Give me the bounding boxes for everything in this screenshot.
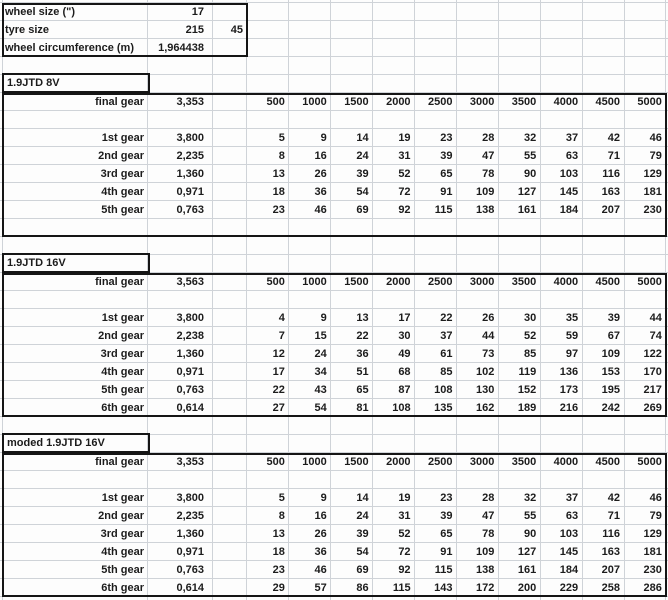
cell-rpm-header[interactable]: 5000 [637, 456, 662, 468]
cell-gear-ratio[interactable]: 0,614 [176, 582, 204, 594]
cell-speed-value[interactable]: 32 [523, 132, 537, 144]
cell-speed-value[interactable]: 138 [475, 204, 495, 216]
cell-speed-value[interactable]: 5 [278, 492, 285, 504]
cell-rpm-header[interactable]: 4500 [595, 96, 621, 108]
cell-rpm-header[interactable]: 1500 [344, 276, 369, 288]
cell-rpm-header[interactable]: 1500 [344, 456, 369, 468]
cell-speed-value[interactable]: 12 [272, 348, 285, 360]
cell-empty[interactable] [213, 165, 247, 183]
cell-speed-value[interactable]: 39 [356, 528, 369, 540]
cell-param-extra[interactable] [213, 3, 247, 21]
cell-param-value[interactable]: 1,964438 [158, 42, 204, 54]
cell-final-gear-value[interactable]: 3,353 [176, 456, 204, 468]
table-row [4, 399, 666, 417]
cell-speed-value[interactable]: 119 [518, 366, 537, 378]
cell-speed-value[interactable]: 44 [649, 312, 662, 324]
cell-empty[interactable] [213, 183, 247, 201]
cell-speed-value[interactable]: 161 [517, 204, 537, 216]
cell-speed-value[interactable]: 90 [523, 528, 537, 540]
cell-speed-value[interactable]: 115 [434, 204, 453, 216]
cell-rpm-header[interactable]: 3000 [469, 276, 495, 288]
cell-speed-value[interactable]: 46 [649, 132, 662, 144]
cell-speed-value[interactable]: 39 [607, 312, 621, 324]
cell-gear-label[interactable]: 6th gear [101, 402, 144, 414]
cell-speed-value[interactable]: 108 [392, 402, 411, 414]
cell-rpm-header[interactable]: 4000 [553, 276, 579, 288]
cell-speed-value[interactable]: 216 [559, 402, 579, 414]
cell-empty[interactable] [213, 273, 247, 291]
cell-speed-value[interactable]: 9 [320, 492, 327, 504]
cell-speed-value[interactable]: 47 [482, 510, 495, 522]
cell-speed-value[interactable]: 46 [314, 204, 327, 216]
cell-final-gear-value[interactable]: 3,353 [176, 96, 204, 108]
cell-speed-value[interactable]: 19 [398, 492, 411, 504]
cell-speed-value[interactable]: 22 [272, 384, 285, 396]
cell-rpm-header[interactable]: 3000 [469, 96, 495, 108]
cell-speed-value[interactable]: 109 [601, 348, 621, 360]
cell-speed-value[interactable]: 24 [356, 510, 369, 522]
cell-speed-value[interactable]: 129 [643, 528, 662, 540]
table-row [4, 147, 666, 165]
cell-speed-value[interactable]: 31 [398, 510, 411, 522]
cell-speed-value[interactable]: 71 [607, 510, 621, 522]
cell-speed-value[interactable]: 181 [643, 186, 662, 198]
cell-speed-value[interactable]: 24 [314, 348, 327, 360]
table-row [4, 3, 666, 21]
cell-speed-value[interactable]: 32 [523, 492, 537, 504]
cell-rpm-header[interactable]: 1000 [302, 456, 327, 468]
cell-speed-value[interactable]: 17 [272, 366, 285, 378]
cell-gear-ratio[interactable]: 3,800 [176, 312, 204, 324]
cell-speed-value[interactable]: 85 [523, 348, 537, 360]
cell-speed-value[interactable]: 79 [649, 510, 662, 522]
cell-speed-value[interactable]: 143 [434, 582, 453, 594]
table-row [4, 381, 666, 399]
table-row [4, 561, 666, 579]
cell-speed-value[interactable]: 145 [559, 186, 579, 198]
cell-speed-value[interactable]: 44 [482, 330, 495, 342]
cell-rpm-header[interactable]: 4000 [553, 456, 579, 468]
cell-speed-value[interactable]: 57 [314, 582, 327, 594]
cell-speed-value[interactable]: 31 [398, 150, 411, 162]
cell-rpm-header[interactable]: 500 [266, 96, 285, 108]
cell-speed-value[interactable]: 7 [278, 330, 285, 342]
cell-empty[interactable] [213, 93, 247, 111]
cell-speed-value[interactable]: 30 [523, 312, 537, 324]
cell-speed-value[interactable]: 230 [643, 204, 662, 216]
cell-speed-value[interactable]: 153 [601, 366, 621, 378]
cell-speed-value[interactable]: 4 [278, 312, 285, 324]
cell-speed-value[interactable]: 8 [278, 510, 285, 522]
cell-gear-ratio[interactable]: 0,763 [176, 204, 204, 216]
cell-speed-value[interactable]: 13 [272, 168, 285, 180]
cell-empty[interactable] [213, 129, 247, 147]
cell-speed-value[interactable]: 37 [440, 330, 453, 342]
cell-empty[interactable] [213, 453, 247, 471]
table-row [4, 345, 666, 363]
cell-speed-value[interactable]: 127 [517, 186, 537, 198]
cell-param-extra[interactable]: 45 [230, 24, 243, 36]
cell-empty[interactable] [213, 525, 247, 543]
cell-speed-value[interactable]: 129 [643, 168, 662, 180]
cell-gear-ratio[interactable]: 0,614 [176, 402, 204, 414]
table-row [4, 201, 666, 219]
cell-speed-value[interactable]: 35 [565, 312, 579, 324]
cell-speed-value[interactable]: 91 [440, 546, 453, 558]
cell-gear-ratio[interactable]: 3,800 [176, 492, 204, 504]
table-row [4, 507, 666, 525]
cell-final-gear-label[interactable]: final gear [95, 96, 144, 108]
table-row [4, 273, 666, 291]
cell-speed-value[interactable]: 23 [440, 132, 453, 144]
cell-speed-value[interactable]: 122 [643, 348, 662, 360]
cell-speed-value[interactable]: 36 [314, 546, 327, 558]
cell-speed-value[interactable]: 152 [517, 384, 537, 396]
cell-speed-value[interactable]: 43 [314, 384, 327, 396]
cell-speed-value[interactable]: 258 [601, 582, 621, 594]
cell-speed-value[interactable]: 102 [475, 366, 495, 378]
table-row [4, 525, 666, 543]
cell-speed-value[interactable]: 16 [314, 150, 327, 162]
table-row [4, 363, 666, 381]
cell-empty[interactable] [213, 345, 247, 363]
cell-speed-value[interactable]: 184 [559, 564, 579, 576]
cell-speed-value[interactable]: 23 [272, 204, 285, 216]
cell-rpm-header[interactable]: 2500 [427, 456, 453, 468]
cell-gear-label[interactable]: 6th gear [101, 582, 144, 594]
cell-speed-value[interactable]: 26 [314, 528, 327, 540]
cell-speed-value[interactable]: 172 [475, 582, 495, 594]
cell-empty[interactable] [213, 381, 247, 399]
cell-speed-value[interactable]: 26 [482, 312, 495, 324]
cell-speed-value[interactable]: 63 [565, 510, 579, 522]
table-row [4, 39, 666, 57]
cell-gear-ratio[interactable]: 2,238 [176, 330, 204, 342]
cell-speed-value[interactable]: 81 [356, 402, 369, 414]
cell-empty[interactable] [213, 363, 247, 381]
cell-rpm-header[interactable]: 2000 [386, 276, 411, 288]
cell-gear-label[interactable]: 2nd gear [98, 510, 144, 522]
cell-rpm-header[interactable]: 4500 [595, 276, 621, 288]
section-title-1.9jtd-16v[interactable]: 1.9JTD 16V [2, 253, 150, 273]
cell-speed-value[interactable]: 28 [482, 132, 495, 144]
cell-speed-value[interactable]: 173 [559, 384, 579, 396]
cell-final-gear-label[interactable]: final gear [95, 276, 144, 288]
cell-param-label[interactable]: wheel circumference (m) [5, 42, 134, 54]
cell-speed-value[interactable]: 162 [475, 402, 495, 414]
cell-speed-value[interactable]: 14 [356, 132, 369, 144]
cell-gear-label[interactable]: 5th gear [101, 204, 144, 216]
cell-speed-value[interactable]: 229 [559, 582, 579, 594]
cell-speed-value[interactable]: 91 [440, 186, 453, 198]
cell-speed-value[interactable]: 78 [482, 528, 495, 540]
cell-speed-value[interactable]: 52 [398, 168, 411, 180]
cell-speed-value[interactable]: 23 [440, 492, 453, 504]
cell-speed-value[interactable]: 39 [440, 150, 453, 162]
cell-speed-value[interactable]: 109 [475, 546, 495, 558]
cell-speed-value[interactable]: 69 [356, 204, 369, 216]
cell-speed-value[interactable]: 18 [272, 546, 285, 558]
cell-param-label[interactable]: tyre size [5, 24, 50, 36]
cell-rpm-header[interactable]: 3000 [469, 456, 495, 468]
cell-speed-value[interactable]: 116 [602, 528, 621, 540]
cell-speed-value[interactable]: 103 [559, 528, 579, 540]
cell-empty[interactable] [213, 147, 247, 165]
cell-speed-value[interactable]: 39 [440, 510, 453, 522]
cell-speed-value[interactable]: 116 [602, 168, 621, 180]
cell-speed-value[interactable]: 207 [601, 564, 621, 576]
cell-speed-value[interactable]: 73 [482, 348, 495, 360]
cell-gear-label[interactable]: 5th gear [101, 384, 144, 396]
cell-speed-value[interactable]: 28 [482, 492, 495, 504]
cell-speed-value[interactable]: 115 [392, 582, 411, 594]
cell-speed-value[interactable]: 97 [565, 348, 579, 360]
cell-speed-value[interactable]: 127 [517, 546, 537, 558]
cell-speed-value[interactable]: 13 [272, 528, 285, 540]
cell-speed-value[interactable]: 46 [649, 492, 662, 504]
cell-speed-value[interactable]: 217 [643, 384, 662, 396]
cell-speed-value[interactable]: 92 [398, 564, 411, 576]
cell-speed-value[interactable]: 22 [356, 330, 369, 342]
cell-final-gear-value[interactable]: 3,563 [176, 276, 204, 288]
cell-speed-value[interactable]: 55 [523, 150, 537, 162]
cell-speed-value[interactable]: 163 [601, 186, 621, 198]
cell-empty[interactable] [213, 561, 247, 579]
cell-speed-value[interactable]: 46 [314, 564, 327, 576]
cell-speed-value[interactable]: 37 [565, 492, 579, 504]
cell-speed-value[interactable]: 181 [643, 546, 662, 558]
cell-speed-value[interactable]: 65 [356, 384, 369, 396]
cell-speed-value[interactable]: 136 [559, 366, 579, 378]
cell-rpm-header[interactable]: 4000 [553, 96, 579, 108]
cell-gear-ratio[interactable]: 2,235 [176, 510, 204, 522]
cell-speed-value[interactable]: 189 [517, 402, 537, 414]
cell-gear-label[interactable]: 3rd gear [100, 348, 144, 360]
cell-speed-value[interactable]: 55 [523, 510, 537, 522]
cell-speed-value[interactable]: 135 [434, 402, 453, 414]
cell-speed-value[interactable]: 85 [440, 366, 453, 378]
cell-speed-value[interactable]: 15 [314, 330, 327, 342]
cell-empty[interactable] [213, 489, 247, 507]
cell-speed-value[interactable]: 29 [272, 582, 285, 594]
cell-speed-value[interactable]: 109 [475, 186, 495, 198]
cell-speed-value[interactable]: 22 [440, 312, 453, 324]
cell-speed-value[interactable]: 78 [482, 168, 495, 180]
cell-speed-value[interactable]: 19 [398, 132, 411, 144]
cell-speed-value[interactable]: 61 [440, 348, 453, 360]
cell-speed-value[interactable]: 65 [440, 168, 453, 180]
cell-speed-value[interactable]: 39 [356, 168, 369, 180]
cell-rpm-header[interactable]: 5000 [637, 96, 662, 108]
cell-speed-value[interactable]: 52 [523, 330, 537, 342]
cell-speed-value[interactable]: 87 [398, 384, 411, 396]
cell-speed-value[interactable]: 34 [314, 366, 327, 378]
table-row [4, 93, 666, 111]
cell-rpm-header[interactable]: 3500 [511, 96, 537, 108]
cell-speed-value[interactable]: 36 [356, 348, 369, 360]
cell-speed-value[interactable]: 26 [314, 168, 327, 180]
cell-speed-value[interactable]: 163 [601, 546, 621, 558]
cell-speed-value[interactable]: 14 [356, 492, 369, 504]
cell-speed-value[interactable]: 286 [643, 582, 662, 594]
cell-rpm-header[interactable]: 500 [266, 276, 285, 288]
cell-gear-ratio[interactable]: 1,360 [176, 348, 204, 360]
cell-speed-value[interactable]: 68 [398, 366, 411, 378]
cell-rpm-header[interactable]: 2500 [427, 276, 453, 288]
cell-speed-value[interactable]: 145 [559, 546, 579, 558]
cell-speed-value[interactable]: 103 [559, 168, 579, 180]
cell-rpm-header[interactable]: 1000 [302, 276, 327, 288]
cell-empty[interactable] [213, 507, 247, 525]
cell-speed-value[interactable]: 138 [475, 564, 495, 576]
cell-gear-ratio[interactable]: 1,360 [176, 528, 204, 540]
cell-speed-value[interactable]: 30 [398, 330, 411, 342]
cell-speed-value[interactable]: 54 [356, 186, 369, 198]
cell-gear-ratio[interactable]: 0,971 [176, 186, 204, 198]
section-title-1.9jtd-8v[interactable]: 1.9JTD 8V [2, 73, 150, 93]
cell-final-gear-label[interactable]: final gear [95, 456, 144, 468]
cell-speed-value[interactable]: 36 [314, 186, 327, 198]
cell-gear-ratio[interactable]: 1,360 [176, 168, 204, 180]
cell-speed-value[interactable]: 92 [398, 204, 411, 216]
cell-speed-value[interactable]: 69 [356, 564, 369, 576]
cell-speed-value[interactable]: 86 [356, 582, 369, 594]
cell-gear-ratio[interactable]: 0,971 [176, 366, 204, 378]
cell-param-label[interactable]: wheel size (") [5, 6, 76, 18]
table-row [4, 21, 666, 39]
cell-speed-value[interactable]: 230 [643, 564, 662, 576]
cell-speed-value[interactable]: 59 [565, 330, 579, 342]
cell-empty[interactable] [213, 399, 247, 417]
cell-speed-value[interactable]: 79 [649, 150, 662, 162]
cell-param-value[interactable]: 17 [191, 6, 204, 18]
table-row [4, 183, 666, 201]
cell-speed-value[interactable]: 269 [643, 402, 662, 414]
cell-speed-value[interactable]: 42 [607, 492, 621, 504]
cell-gear-label[interactable]: 4th gear [101, 546, 144, 558]
cell-gear-label[interactable]: 4th gear [101, 186, 144, 198]
cell-speed-value[interactable]: 200 [517, 582, 537, 594]
cell-speed-value[interactable]: 37 [565, 132, 579, 144]
cell-speed-value[interactable]: 54 [314, 402, 327, 414]
cell-empty[interactable] [213, 543, 247, 561]
cell-speed-value[interactable]: 42 [607, 132, 621, 144]
cell-rpm-header[interactable]: 2500 [427, 96, 453, 108]
cell-speed-value[interactable]: 90 [523, 168, 537, 180]
cell-empty[interactable] [213, 579, 247, 597]
cell-gear-label[interactable]: 4th gear [101, 366, 144, 378]
cell-gear-ratio[interactable]: 0,763 [176, 384, 204, 396]
cell-speed-value[interactable]: 27 [272, 402, 285, 414]
table-row [4, 489, 666, 507]
table-row [4, 327, 666, 345]
cell-gear-label[interactable]: 1st gear [101, 132, 144, 144]
cell-gear-label[interactable]: 1st gear [101, 312, 144, 324]
cell-gear-ratio[interactable]: 2,235 [176, 150, 204, 162]
cell-speed-value[interactable]: 170 [643, 366, 662, 378]
cell-gear-ratio[interactable]: 0,971 [176, 546, 204, 558]
cell-speed-value[interactable]: 24 [356, 150, 369, 162]
cell-gear-label[interactable]: 5th gear [101, 564, 144, 576]
cell-speed-value[interactable]: 72 [398, 186, 411, 198]
cell-param-extra[interactable] [213, 39, 247, 57]
cell-rpm-header[interactable]: 5000 [637, 276, 662, 288]
cell-speed-value[interactable]: 9 [320, 312, 327, 324]
cell-rpm-header[interactable]: 500 [266, 456, 285, 468]
cell-gear-label[interactable]: 3rd gear [100, 528, 144, 540]
cell-speed-value[interactable]: 108 [434, 384, 453, 396]
table-row [4, 579, 666, 597]
cell-gear-ratio[interactable]: 3,800 [176, 132, 204, 144]
table-row [4, 543, 666, 561]
table-row [4, 309, 666, 327]
cell-param-value[interactable]: 215 [185, 24, 204, 36]
cell-speed-value[interactable]: 13 [356, 312, 369, 324]
cell-empty[interactable] [213, 327, 247, 345]
cell-speed-value[interactable]: 74 [649, 330, 662, 342]
cell-speed-value[interactable]: 161 [517, 564, 537, 576]
cell-gear-label[interactable]: 1st gear [101, 492, 144, 504]
cell-speed-value[interactable]: 65 [440, 528, 453, 540]
cell-rpm-header[interactable]: 3500 [511, 276, 537, 288]
cell-speed-value[interactable]: 47 [482, 150, 495, 162]
cell-gear-label[interactable]: 3rd gear [100, 168, 144, 180]
cell-speed-value[interactable]: 5 [278, 132, 285, 144]
cell-rpm-header[interactable]: 4500 [595, 456, 621, 468]
cell-speed-value[interactable]: 63 [565, 150, 579, 162]
cell-speed-value[interactable]: 54 [356, 546, 369, 558]
cell-rpm-header[interactable]: 2000 [386, 456, 411, 468]
cell-speed-value[interactable]: 16 [314, 510, 327, 522]
cell-speed-value[interactable]: 23 [272, 564, 285, 576]
cell-speed-value[interactable]: 9 [320, 132, 327, 144]
cell-speed-value[interactable]: 18 [272, 186, 285, 198]
cell-speed-value[interactable]: 184 [559, 204, 579, 216]
cell-speed-value[interactable]: 17 [398, 312, 411, 324]
cell-speed-value[interactable]: 130 [475, 384, 495, 396]
section-title-moded-1.9jtd-16v[interactable]: moded 1.9JTD 16V [2, 433, 150, 453]
cell-speed-value[interactable]: 49 [398, 348, 411, 360]
cell-speed-value[interactable]: 8 [278, 150, 285, 162]
cell-speed-value[interactable]: 207 [601, 204, 621, 216]
cell-rpm-header[interactable]: 1500 [344, 96, 369, 108]
cell-speed-value[interactable]: 52 [398, 528, 411, 540]
table-row [4, 453, 666, 471]
cell-speed-value[interactable]: 115 [434, 564, 453, 576]
table-row [4, 129, 666, 147]
cell-empty[interactable] [213, 309, 247, 327]
cell-speed-value[interactable]: 71 [607, 150, 621, 162]
cell-speed-value[interactable]: 51 [356, 366, 369, 378]
cell-speed-value[interactable]: 72 [398, 546, 411, 558]
cell-empty[interactable] [213, 201, 247, 219]
cell-speed-value[interactable]: 67 [607, 330, 621, 342]
cell-speed-value[interactable]: 242 [601, 402, 621, 414]
table-row [4, 165, 666, 183]
cell-gear-ratio[interactable]: 0,763 [176, 564, 204, 576]
cell-rpm-header[interactable]: 2000 [386, 96, 411, 108]
cell-gear-label[interactable]: 2nd gear [98, 330, 144, 342]
cell-rpm-header[interactable]: 3500 [511, 456, 537, 468]
cell-speed-value[interactable]: 195 [601, 384, 621, 396]
cell-rpm-header[interactable]: 1000 [302, 96, 327, 108]
cell-gear-label[interactable]: 2nd gear [98, 150, 144, 162]
